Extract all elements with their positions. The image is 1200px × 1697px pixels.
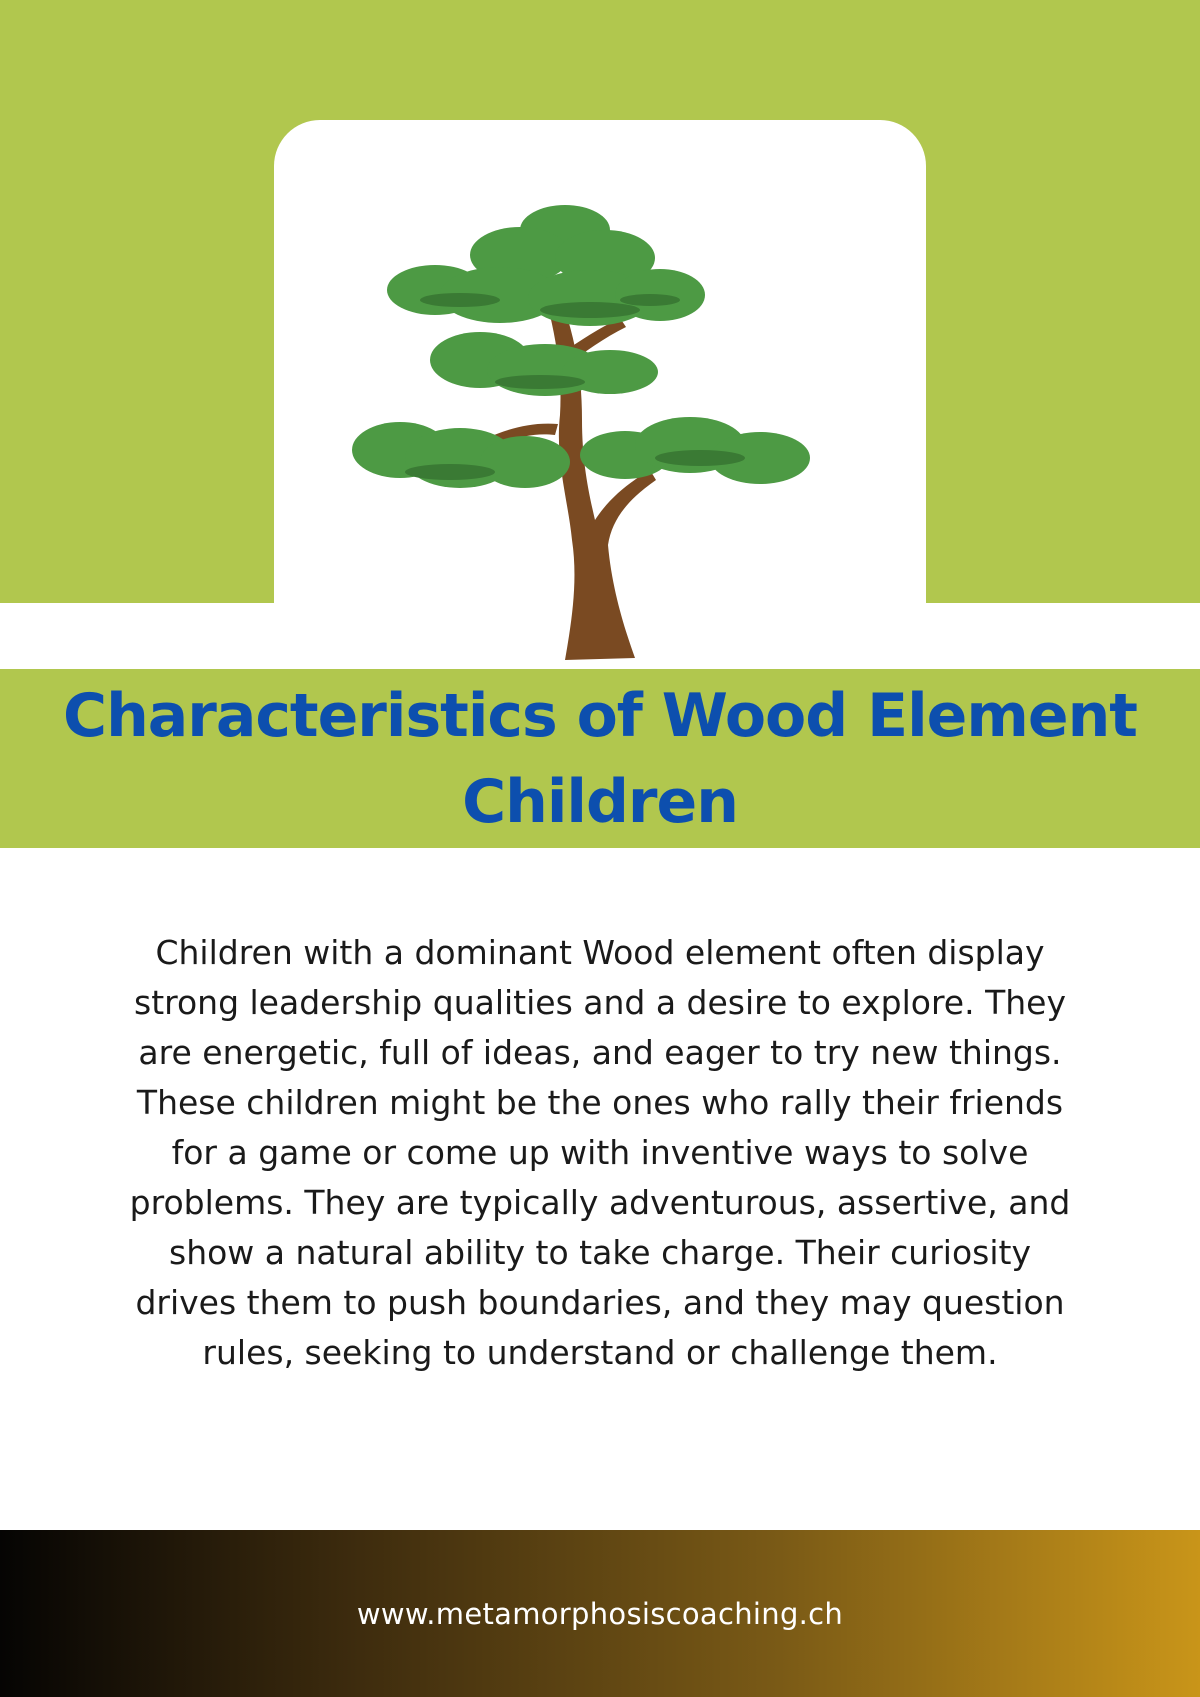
page-title-line-1: Characteristics of Wood Element	[63, 680, 1137, 751]
page-title	[63, 673, 1137, 845]
tree-illustration	[350, 200, 850, 670]
body-paragraph: Children with a dominant Wood element often display strong leadership qualities and a desire to explore. They are energetic, full of ideas, and eager to try new things. These children might be the ones who rally their friends for a game or come up with inventive ways to solve problems. They are typically adventurous, assertive, and show a natural ability to take charge. Their curiosity drives them to push boundaries, and they may question rules, seeking to understand or challenge them.	[129, 933, 1071, 1372]
footer-website-link[interactable]: www.metamorphosiscoaching.ch	[356, 1596, 844, 1631]
footer-bar	[0, 1530, 1200, 1697]
page-title-line-2: Children	[462, 766, 738, 837]
title-band	[0, 669, 1200, 848]
